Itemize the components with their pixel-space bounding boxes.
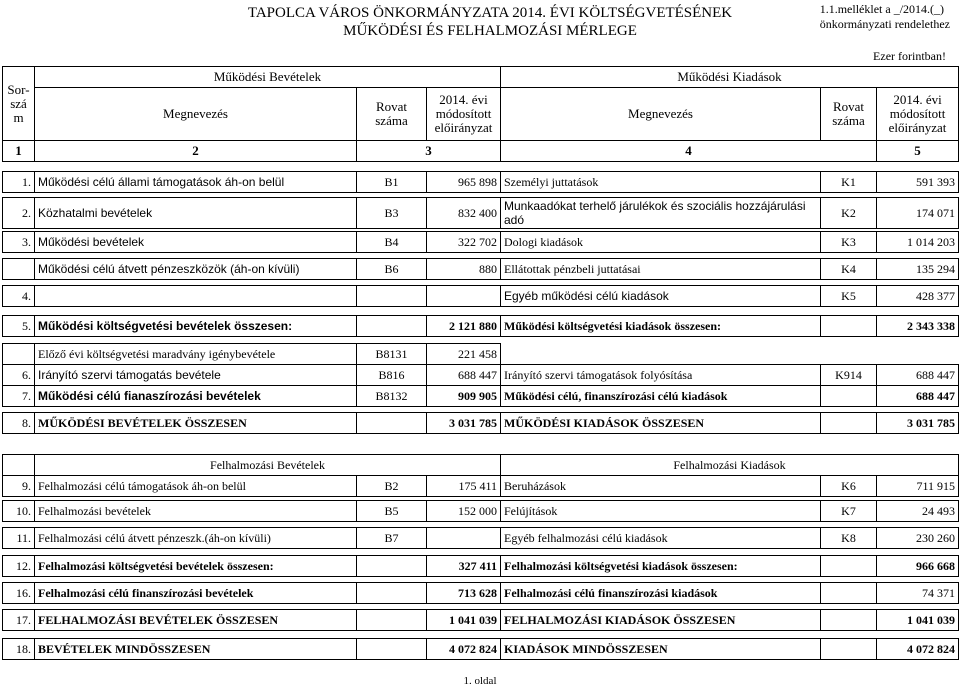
- felhalmozasi-kiadasok-header: Felhalmozási Kiadások: [501, 455, 959, 476]
- expense-value: 4 072 824: [877, 639, 959, 660]
- table-row: [3, 198, 959, 229]
- expense-value: 174 071: [877, 198, 959, 229]
- felhalmozasi-bevetelek-header: Felhalmozási Bevételek: [35, 455, 501, 476]
- page-number: 1. oldal: [463, 675, 497, 687]
- expense-value: 966 668: [877, 556, 959, 577]
- revenue-value: [427, 528, 501, 549]
- expense-name: Ellátottak pénzbeli juttatásai: [501, 259, 821, 280]
- row-number: 6.: [3, 365, 35, 386]
- row-number: 4.: [3, 286, 35, 307]
- table-row: [3, 556, 959, 577]
- revenue-code: [357, 556, 427, 577]
- expense-name: Felhalmozási célú finanszírozási kiadások: [501, 583, 821, 604]
- expense-code: K914: [821, 365, 877, 386]
- expense-name: KIADÁSOK MINDÖSSZESEN: [501, 639, 821, 660]
- expense-name: Beruházások: [501, 476, 821, 497]
- revenue-value: 909 905: [427, 386, 501, 407]
- revenue-code: B3: [357, 198, 427, 229]
- expense-value: 1 014 203: [877, 232, 959, 253]
- revenue-name: Működési célú átvett pénzeszközök (áh-on kívüli): [35, 259, 357, 280]
- expense-name: Felhalmozási költségvetési kiadások összesen:: [501, 556, 821, 577]
- col-num-4: 4: [501, 141, 877, 162]
- table-row: [3, 365, 959, 386]
- revenue-name: Működési bevételek: [35, 232, 357, 253]
- eloiranyzat-header-out: 2014. évi módosított előirányzat: [877, 88, 959, 141]
- revenue-code: B2: [357, 476, 427, 497]
- expense-code: K4: [821, 259, 877, 280]
- rovat-header-out: Rovat száma: [821, 88, 877, 141]
- expense-name: Egyéb működési célú kiadások: [501, 286, 821, 307]
- title-line-1: TAPOLCA VÁROS ÖNKORMÁNYZATA 2014. ÉVI KÖLTSÉGVETÉSÉNEK: [247, 5, 733, 21]
- revenue-code: B6: [357, 259, 427, 280]
- table-row: [3, 286, 959, 307]
- felhalmozasi-header-row: [3, 455, 959, 476]
- expense-name: Személyi juttatások: [501, 172, 821, 193]
- revenue-name: MŰKÖDÉSI BEVÉTELEK ÖSSZESEN: [35, 413, 357, 434]
- expense-code: K8: [821, 528, 877, 549]
- revenue-name: Működési költségvetési bevételek összesen:: [35, 316, 357, 337]
- expense-value: 688 447: [877, 386, 959, 407]
- row-number: 3.: [3, 232, 35, 253]
- revenue-value: 832 400: [427, 198, 501, 229]
- row-number: 7.: [3, 386, 35, 407]
- row-number: 5.: [3, 316, 35, 337]
- expense-code: K1: [821, 172, 877, 193]
- row-number: 17.: [3, 610, 35, 631]
- expense-name: Működési célú, finanszírozási célú kiadások: [501, 386, 821, 407]
- table-row: [3, 413, 959, 434]
- revenue-name: BEVÉTELEK MINDÖSSZESEN: [35, 639, 357, 660]
- expense-value: 2 343 338: [877, 316, 959, 337]
- col-num-1: 1: [3, 141, 35, 162]
- row-number: 18.: [3, 639, 35, 660]
- table-row: [3, 610, 959, 631]
- revenue-value: 221 458: [427, 344, 501, 365]
- expense-code: [821, 386, 877, 407]
- unit-label: Ezer forintban!: [873, 49, 946, 63]
- table-row: [3, 583, 959, 604]
- revenue-code: [357, 639, 427, 660]
- expense-code: [821, 583, 877, 604]
- expense-code: K7: [821, 501, 877, 522]
- mukodesi-bevetelek-header: Működési Bevételek: [35, 67, 501, 88]
- revenue-code: [357, 286, 427, 307]
- expense-code: K3: [821, 232, 877, 253]
- expense-value: 135 294: [877, 259, 959, 280]
- expense-name: Felújítások: [501, 501, 821, 522]
- table-row: [3, 316, 959, 337]
- revenue-value: 152 000: [427, 501, 501, 522]
- row-number: 2.: [3, 198, 35, 229]
- expense-code: [821, 639, 877, 660]
- revenue-code: B816: [357, 365, 427, 386]
- row-number: 12.: [3, 556, 35, 577]
- table-row: [3, 232, 959, 253]
- row-number: [3, 259, 35, 280]
- revenue-name: Előző évi költségvetési maradvány igénybevétele: [35, 344, 357, 365]
- revenue-name: Működési célú állami támogatások áh-on belül: [35, 172, 357, 193]
- revenue-value: 4 072 824: [427, 639, 501, 660]
- revenue-name: Irányító szervi támogatás bevétele: [35, 365, 357, 386]
- expense-value: 591 393: [877, 172, 959, 193]
- revenue-name: Felhalmozási célú támogatások áh-on belül: [35, 476, 357, 497]
- table-row: [3, 344, 959, 365]
- revenue-name: Közhatalmi bevételek: [35, 198, 357, 229]
- expense-value: 74 371: [877, 583, 959, 604]
- revenue-value: 688 447: [427, 365, 501, 386]
- annex-reference: [820, 2, 950, 32]
- mukodesi-kiadasok-header: Működési Kiadások: [501, 67, 959, 88]
- col-num-3: 3: [357, 141, 501, 162]
- revenue-code: B4: [357, 232, 427, 253]
- title-line-2: MŰKÖDÉSI ÉS FELHALMOZÁSI MÉRLEGE: [343, 23, 637, 39]
- expense-code: [821, 316, 877, 337]
- revenue-name: Felhalmozási célú finanszírozási bevételek: [35, 583, 357, 604]
- revenue-code: [357, 413, 427, 434]
- revenue-code: B8132: [357, 386, 427, 407]
- expense-value: 688 447: [877, 365, 959, 386]
- revenue-name: Felhalmozási célú átvett pénzeszk.(áh-on kívüli): [35, 528, 357, 549]
- revenue-name: Felhalmozási bevételek: [35, 501, 357, 522]
- revenue-value: 3 031 785: [427, 413, 501, 434]
- revenue-value: 322 702: [427, 232, 501, 253]
- document-title: [180, 4, 800, 40]
- row-number: 1.: [3, 172, 35, 193]
- revenue-name: FELHALMOZÁSI BEVÉTELEK ÖSSZESEN: [35, 610, 357, 631]
- row-number: 9.: [3, 476, 35, 497]
- expense-value: 1 041 039: [877, 610, 959, 631]
- revenue-value: 965 898: [427, 172, 501, 193]
- row-number: 16.: [3, 583, 35, 604]
- annex-line-2: önkormányzati rendelethez: [819, 17, 950, 31]
- expense-code: [821, 556, 877, 577]
- megnevezes-header: Megnevezés: [35, 88, 357, 141]
- table-row: [3, 172, 959, 193]
- col-num-2: 2: [35, 141, 357, 162]
- expense-name: MŰKÖDÉSI KIADÁSOK ÖSSZESEN: [501, 413, 821, 434]
- row-number: 8.: [3, 413, 35, 434]
- revenue-code: B1: [357, 172, 427, 193]
- revenue-value: 175 411: [427, 476, 501, 497]
- revenue-value: 713 628: [427, 583, 501, 604]
- expense-name: FELHALMOZÁSI KIADÁSOK ÖSSZESEN: [501, 610, 821, 631]
- row-number: 10.: [3, 501, 35, 522]
- table-row: [3, 501, 959, 522]
- revenue-value: 327 411: [427, 556, 501, 577]
- expense-name: Irányító szervi támogatások folyósítása: [501, 365, 821, 386]
- expense-code: K2: [821, 198, 877, 229]
- revenue-code: [357, 583, 427, 604]
- expense-value: 3 031 785: [877, 413, 959, 434]
- revenue-code: [357, 610, 427, 631]
- expense-value: 711 915: [877, 476, 959, 497]
- megnevezes-header-out: Megnevezés: [501, 88, 821, 141]
- sorszam-header: Sor-szá m: [3, 67, 35, 141]
- col-num-5: 5: [877, 141, 959, 162]
- table-row: [3, 259, 959, 280]
- expense-name: Dologi kiadások: [501, 232, 821, 253]
- expense-value: 428 377: [877, 286, 959, 307]
- expense-name: Működési költségvetési kiadások összesen:: [501, 316, 821, 337]
- annex-line-1: 1.1.melléklet a _/2014.(_): [819, 2, 945, 16]
- revenue-name: Felhalmozási költségvetési bevételek összesen:: [35, 556, 357, 577]
- budget-table: [2, 66, 959, 660]
- row-number: [3, 344, 35, 365]
- expense-name: Munkaadókat terhelő járulékok és szociális hozzájárulási adó: [501, 198, 821, 229]
- expense-code: [821, 610, 877, 631]
- table-row: [3, 639, 959, 660]
- row-number: 11.: [3, 528, 35, 549]
- revenue-code: B7: [357, 528, 427, 549]
- revenue-code: B8131: [357, 344, 427, 365]
- revenue-code: B5: [357, 501, 427, 522]
- eloiranyzat-header: 2014. évi módosított előirányzat: [427, 88, 501, 141]
- revenue-value: 1 041 039: [427, 610, 501, 631]
- expense-code: K5: [821, 286, 877, 307]
- revenue-value: 2 121 880: [427, 316, 501, 337]
- table-row: [3, 476, 959, 497]
- expense-code: [821, 413, 877, 434]
- revenue-code: [357, 316, 427, 337]
- expense-name: Egyéb felhalmozási célú kiadások: [501, 528, 821, 549]
- expense-code: K6: [821, 476, 877, 497]
- table-row: [3, 386, 959, 407]
- revenue-value: 880: [427, 259, 501, 280]
- revenue-name: [35, 286, 357, 307]
- table-row: [3, 528, 959, 549]
- expense-value: 230 260: [877, 528, 959, 549]
- expense-value: 24 493: [877, 501, 959, 522]
- revenue-value: [427, 286, 501, 307]
- revenue-name: Működési célú fianaszírozási bevételek: [35, 386, 357, 407]
- rovat-header: Rovat száma: [357, 88, 427, 141]
